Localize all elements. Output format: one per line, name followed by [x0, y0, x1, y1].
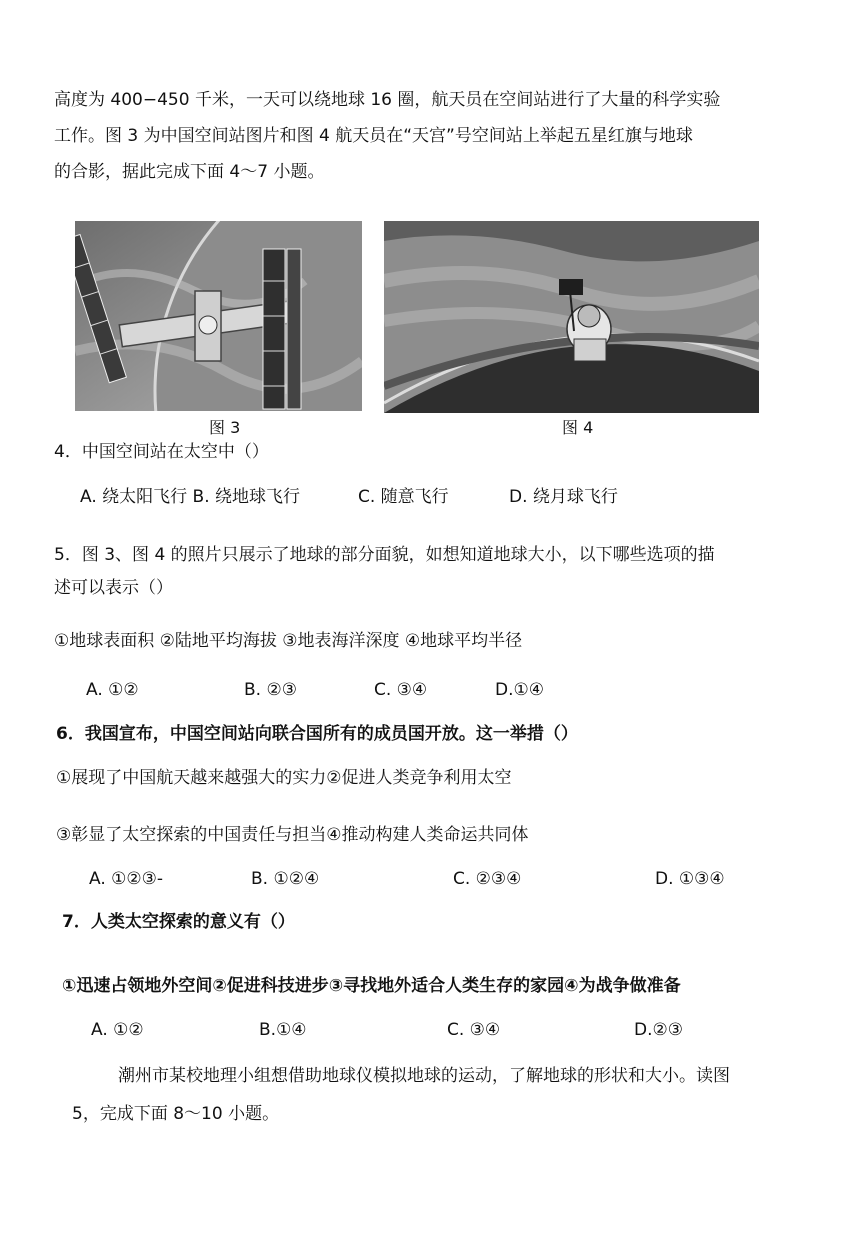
q5-option-c: C. ③④: [374, 680, 428, 700]
q5-stem-line-2: 述可以表示（）: [54, 578, 173, 598]
next-intro-line-1: 潮州市某校地理小组想借助地球仪模拟地球的运动，了解地球的形状和大小。读图: [118, 1066, 730, 1086]
figure-3-caption: 图 3: [209, 418, 241, 437]
intro-line-3: 的合影，据此完成下面 4～7 小题。: [54, 162, 325, 182]
q6-option-a: A. ①②③-: [89, 869, 163, 889]
q4-option-ab: A. 绕太阳飞行 B. 绕地球飞行: [80, 487, 301, 507]
q5-stem-line-1: 5．图 3、图 4 的照片只展示了地球的部分面貌，如想知道地球大小，以下哪些选项的描: [54, 545, 715, 565]
q6-option-c: C. ②③④: [453, 869, 522, 889]
figure-4-caption: 图 4: [562, 418, 594, 437]
q7-option-d: D.②③: [634, 1020, 683, 1040]
q5-option-a: A. ①②: [86, 680, 139, 700]
q5-items: ①地球表面积 ②陆地平均海拔 ③地表海洋深度 ④地球平均半径: [54, 631, 523, 651]
intro-line-2: 工作。图 3 为中国空间站图片和图 4 航天员在“天宫”号空间站上举起五星红旗与地球: [54, 126, 693, 146]
q7-option-b: B.①④: [259, 1020, 307, 1040]
figure-4-image: [384, 221, 759, 413]
q6-stem: 6．我国宣布，中国空间站向联合国所有的成员国开放。这一举措（）: [56, 724, 578, 744]
q4-option-d: D. 绕月球飞行: [509, 487, 618, 507]
q4-stem: 4．中国空间站在太空中（）: [54, 442, 269, 462]
q7-stem: 7．人类太空探索的意义有（）: [62, 912, 295, 932]
q5-option-d: D.①④: [495, 680, 544, 700]
next-intro-line-2: 5，完成下面 8～10 小题。: [72, 1104, 280, 1124]
figure-3-image: [75, 221, 362, 411]
q6-items-line-1: ①展现了中国航天越来越强大的实力②促进人类竞争利用太空: [56, 768, 512, 788]
q4-option-c: C. 随意飞行: [358, 487, 449, 507]
q6-option-d: D. ①③④: [655, 869, 725, 889]
q6-option-b: B. ①②④: [251, 869, 320, 889]
intro-line-1: 高度为 400−450 千米，一天可以绕地球 16 圈，航天员在空间站进行了大量的科学实验: [54, 90, 721, 110]
q7-option-a: A. ①②: [91, 1020, 144, 1040]
q7-items: ①迅速占领地外空间②促进科技进步③寻找地外适合人类生存的家园④为战争做准备: [62, 976, 681, 996]
q5-option-b: B. ②③: [244, 680, 297, 700]
q7-option-c: C. ③④: [447, 1020, 501, 1040]
q6-items-line-2: ③彰显了太空探索的中国责任与担当④推动构建人类命运共同体: [56, 825, 529, 845]
